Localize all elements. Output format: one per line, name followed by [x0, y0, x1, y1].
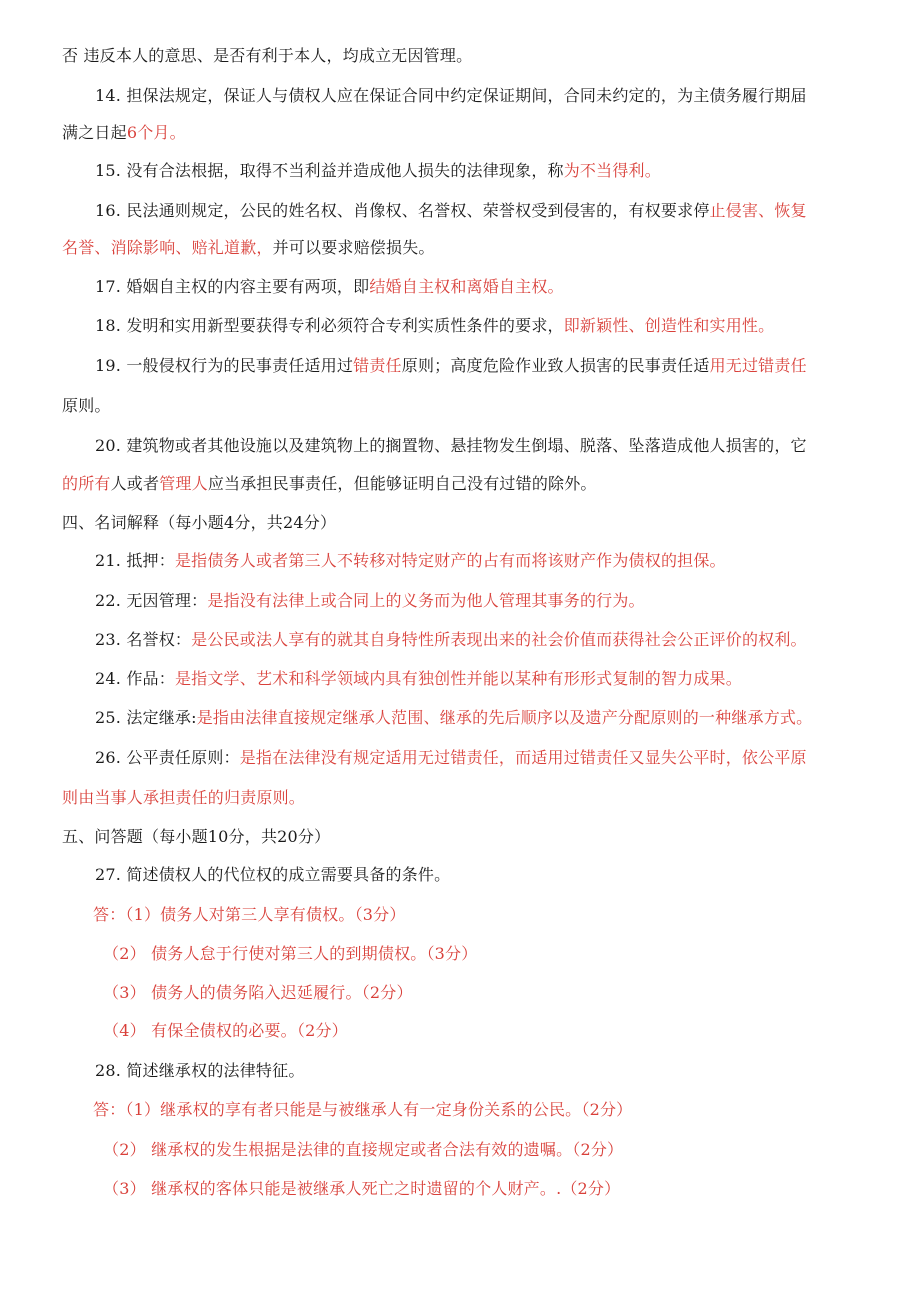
question-text: 人或者: [110, 474, 160, 493]
answer-text: 管理人: [159, 474, 208, 493]
answer-text: 为不当得利。: [563, 161, 661, 180]
paragraph-line: [62, 46, 472, 66]
term-21: [95, 551, 726, 571]
answer-text: 的所有: [62, 474, 111, 493]
term-label: 22. 无因管理：: [95, 591, 208, 610]
answer-text: （4） 有保全债权的必要。（2分）: [103, 1021, 348, 1040]
question-text: 17. 婚姻自主权的内容主要有两项，即: [95, 277, 370, 296]
question-text: 16. 民法通则规定，公民的姓名权、肖像权、名誉权、荣誉权受到侵害的，有权要求停: [95, 201, 710, 220]
answer-27-item-4: [103, 1021, 348, 1041]
question-text: 原则；高度危险作业致人损害的民事责任适: [401, 356, 710, 375]
question-text: 14. 担保法规定，保证人与债权人应在保证合同中约定保证期间，合同未约定的，为主债务履行期届: [95, 86, 807, 105]
answer-text: 名誉、消除影响、赔礼道歉，: [62, 238, 273, 257]
section-heading-5: [62, 827, 330, 847]
term-label: 21. 抵押：: [95, 551, 175, 570]
question-text: 并可以要求赔偿损失。: [272, 238, 435, 257]
term-26-continued: [62, 788, 305, 808]
question-text: 原则。: [62, 396, 111, 415]
question-15: [95, 161, 661, 181]
answer-text: 用无过错责任: [709, 356, 807, 375]
answer-27-item-1: [93, 905, 406, 925]
question-text: 28. 简述继承权的法律特征。: [95, 1061, 305, 1080]
term-label: 24. 作品：: [95, 669, 175, 688]
answer-text: （2） 继承权的发生根据是法律的直接规定或者合法有效的遗嘱。（2分）: [103, 1140, 624, 1159]
answer-28-item-2: [103, 1140, 623, 1160]
answer-text: （3） 债务人的债务陷入迟延履行。（2分）: [103, 983, 413, 1002]
question-18: [95, 316, 774, 336]
answer-27-item-3: [103, 983, 413, 1003]
question-20-continued: [62, 474, 597, 494]
question-19: [95, 356, 807, 376]
question-16: [95, 201, 807, 221]
question-19-continued: [62, 396, 111, 416]
question-16-continued: [62, 238, 435, 258]
question-text: 满之日起: [62, 123, 127, 142]
question-text: 15. 没有合法根据，取得不当利益并造成他人损失的法律现象，称: [95, 161, 564, 180]
question-text: 27. 简述债权人的代位权的成立需要具备的条件。: [95, 865, 451, 884]
section-heading-4: [62, 513, 336, 533]
question-text: 19. 一般侵权行为的民事责任适用过: [95, 356, 354, 375]
question-27: [95, 865, 450, 885]
question-28: [95, 1061, 305, 1081]
question-14-continued: [62, 123, 186, 143]
body-text: 否 违反本人的意思、是否有利于本人，均成立无因管理。: [62, 46, 473, 65]
answer-text: 止侵害、恢复: [709, 201, 807, 220]
answer-text: 答：（1）债务人对第三人享有债权。（3分）: [93, 905, 406, 924]
answer-28-item-1: [93, 1100, 632, 1120]
answer-text: 是指没有法律上或合同上的义务而为他人管理其事务的行为。: [207, 591, 645, 610]
answer-28-item-3: [103, 1179, 620, 1199]
answer-text: 是指文学、艺术和科学领域内具有独创性并能以某种有形形式复制的智力成果。: [174, 669, 742, 688]
answer-text: 则由当事人承担责任的归责原则。: [62, 788, 306, 807]
question-20: [95, 436, 807, 456]
question-text: 20. 建筑物或者其他设施以及建筑物上的搁置物、悬挂物发生倒塌、脱落、坠落造成他人损害的，它: [95, 436, 807, 455]
term-23: [95, 630, 807, 650]
question-text: 18. 发明和实用新型要获得专利必须符合专利实质性条件的要求，: [95, 316, 564, 335]
answer-text: 是指债务人或者第三人不转移对特定财产的占有而将该财产作为债权的担保。: [174, 551, 726, 570]
question-14: [95, 86, 807, 106]
section-title: 五、问答题（每小题10分，共20分）: [62, 827, 331, 846]
term-label: 25. 法定继承:: [95, 708, 197, 727]
answer-text: 答：（1）继承权的享有者只能是与被继承人有一定身份关系的公民。（2分）: [93, 1100, 633, 1119]
question-text: 应当承担民事责任，但能够证明自己没有过错的除外。: [207, 474, 597, 493]
answer-text: 是公民或法人享有的就其自身特性所表现出来的社会价值而获得社会公正评价的权利。: [191, 630, 807, 649]
term-26: [95, 748, 807, 768]
answer-27-item-2: [103, 944, 477, 964]
term-24: [95, 669, 742, 689]
answer-text: （3） 继承权的客体只能是被继承人死亡之时遗留的个人财产。.（2分）: [103, 1179, 621, 1198]
answer-text: 错责任: [353, 356, 402, 375]
question-17: [95, 277, 564, 297]
term-label: 26. 公平责任原则：: [95, 748, 240, 767]
answer-text: 是指由法律直接规定继承人范围、继承的先后顺序以及遗产分配原则的一种继承方式。: [196, 708, 813, 727]
answer-text: 6个月。: [126, 123, 186, 142]
term-22: [95, 591, 645, 611]
answer-text: 结婚自主权和离婚自主权。: [369, 277, 564, 296]
term-label: 23. 名誉权：: [95, 630, 192, 649]
answer-text: 是指在法律没有规定适用无过错责任，而适用过错责任又显失公平时，依公平原: [239, 748, 807, 767]
term-25: [95, 708, 812, 728]
section-title: 四、名词解释（每小题4分，共24分）: [62, 513, 337, 532]
answer-text: 即新颖性、创造性和实用性。: [563, 316, 775, 335]
answer-text: （2） 债务人怠于行使对第三人的到期债权。（3分）: [103, 944, 478, 963]
